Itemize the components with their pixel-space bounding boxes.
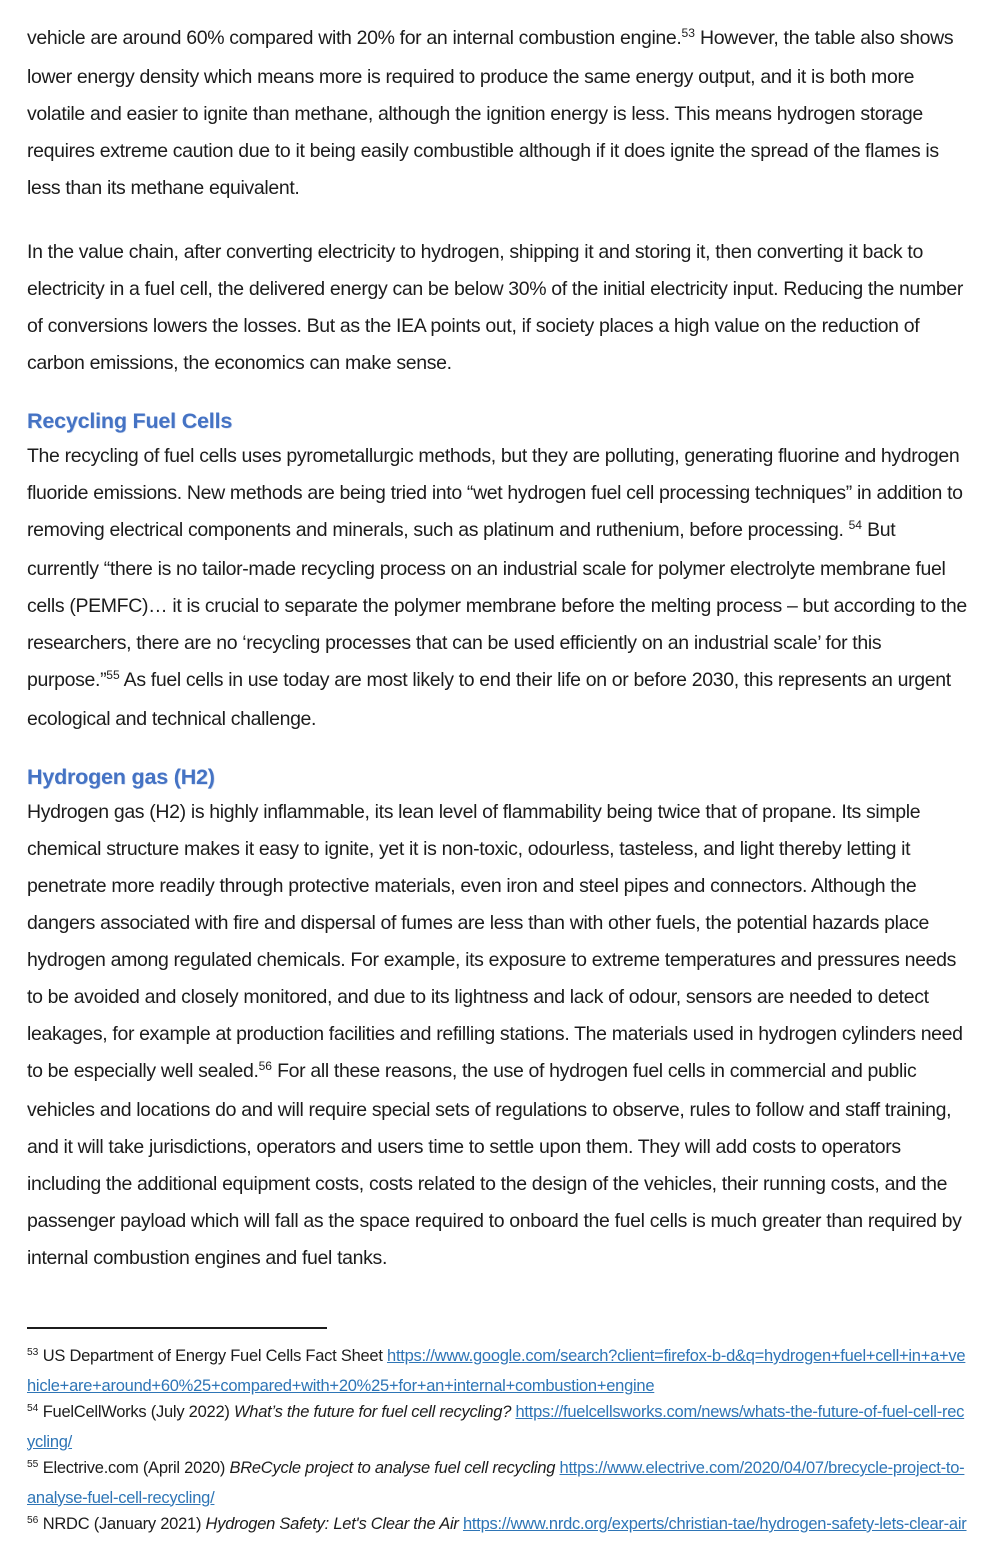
footnote [27, 1399, 970, 1455]
italic-title: BReCycle project to analyse fuel cell recycling [229, 1459, 556, 1477]
italic-title: What’s the future for fuel cell recycling? [233, 1403, 512, 1421]
text-run: FuelCellWorks (July 2022) [38, 1403, 234, 1421]
footnote-ref: 55 [27, 1459, 39, 1471]
text-run: Electrive.com (April 2020) [38, 1459, 230, 1477]
text-run: NRDC (January 2021) [38, 1515, 206, 1533]
footnote [27, 1455, 970, 1511]
footnote-ref: 53 [681, 26, 695, 41]
text-run: The recycling of fuel cells uses pyrometallurgic methods, but they are polluting, generating fluorine and hydrogen fluoride emissions. New methods are being tried into “wet hydrogen fuel cell processing techniques” in addition to removing electrical components and minerals, such as platinum and ruthenium, before processing. [27, 445, 963, 541]
hyperlink[interactable]: https://www.electrive.com/2020/04/07/brecycle-project-to-analyse-fuel-cell-recycling/ [27, 1459, 965, 1507]
text-run: vehicle are around 60% compared with 20% for an internal combustion engine. [27, 27, 682, 49]
text-run: As fuel cells in use today are most likely to end their life on or before 2030, this represents an urgent ecological and technical challenge. [27, 669, 951, 730]
text-run: For all these reasons, the use of hydrogen fuel cells in commercial and public vehicles and locations do and will require special sets of regulations to observe, rules to follow and staff training, and it will take jurisdictions, operators and users time to settle upon them. They will add costs to operators including the additional equipment costs, costs related to the design of the vehicles, their running costs, and the passenger payload which will fall as the space required to onboard the fuel cells is much greater than required by internal combustion engines and fuel tanks. [27, 1060, 962, 1269]
hyperlink[interactable]: https://www.nrdc.org/experts/christian-tae/hydrogen-safety-lets-clear-air [462, 1515, 967, 1533]
footnote-ref: 55 [106, 668, 120, 683]
paragraph [27, 234, 970, 382]
text-run: Hydrogen gas (H2) is highly inflammable, its lean level of flammability being twice that of propane. Its simple chemical structure makes it easy to ignite, yet it is non-toxic, odourless, tasteless, and light thereby letting it penetrate more readily through protective materials, even iron and steel pipes and connectors. Although the dangers associated with fire and dispersal of fumes are less than with other fuels, the potential hazards place hydrogen among regulated chemicals. For example, its exposure to extreme temperatures and pressures needs to be avoided and closely monitored, and due to its lightness and lack of odour, sensors are needed to detect leakages, for example at production facilities and refilling stations. The materials used in hydrogen cylinders need to be especially well sealed. [27, 801, 963, 1082]
text-run: In the value chain, after converting electricity to hydrogen, shipping it and storing it, then converting it back to electricity in a fuel cell, the delivered energy can be below 30% of the initial electricity input. Reducing the number of conversions lowers the losses. But as the IEA points out, if society places a high value on the reduction of carbon emissions, the economics can make sense. [27, 241, 964, 374]
section-heading: Recycling Fuel Cells [27, 409, 233, 433]
hyperlink[interactable]: https://www.google.com/search?client=firefox-b-d&q=hydrogen+fuel+cell+in+a+vehicle+are+around+60%25+compared+with+20%25+for+an+internal+combustion+engine [27, 1347, 966, 1395]
footnote-ref: 54 [27, 1403, 39, 1415]
section-heading: Hydrogen gas (H2) [27, 765, 215, 789]
paragraph [27, 20, 970, 207]
footnote-ref: 56 [27, 1515, 39, 1527]
footnote-ref: 53 [27, 1347, 39, 1359]
footnote-ref: 54 [848, 518, 863, 533]
document-body [27, 20, 970, 1277]
footnote-separator [27, 1327, 327, 1329]
footnote [27, 1511, 970, 1541]
italic-title: Hydrogen Safety: Let's Clear the Air [205, 1515, 459, 1533]
paragraph [27, 438, 970, 738]
footnote [27, 1343, 970, 1399]
text-run: US Department of Energy Fuel Cells Fact Sheet [38, 1347, 388, 1365]
text-run: However, the table also shows lower energy density which means more is required to produce the same energy output, and it is both more volatile and easier to ignite than methane, although the ignition energy is less. This means hydrogen storage requires extreme caution due to it being easily combustible although if it does ignite the spread of the flames is less than its methane equivalent. [27, 27, 954, 199]
footnote-ref: 56 [258, 1059, 273, 1074]
hyperlink[interactable]: https://fuelcellsworks.com/news/whats-the-future-of-fuel-cell-recycling/ [27, 1403, 965, 1451]
paragraph [27, 794, 970, 1277]
footnotes-section [27, 1343, 970, 1541]
text-run: But currently “there is no tailor-made recycling process on an industrial scale for polymer electrolyte membrane fuel cells (PEMFC)… it is crucial to separate the polymer membrane before the melting process – but according to the researchers, there are no ‘recycling processes that can be used efficiently on an industrial scale’ for this purpose.” [27, 519, 967, 691]
